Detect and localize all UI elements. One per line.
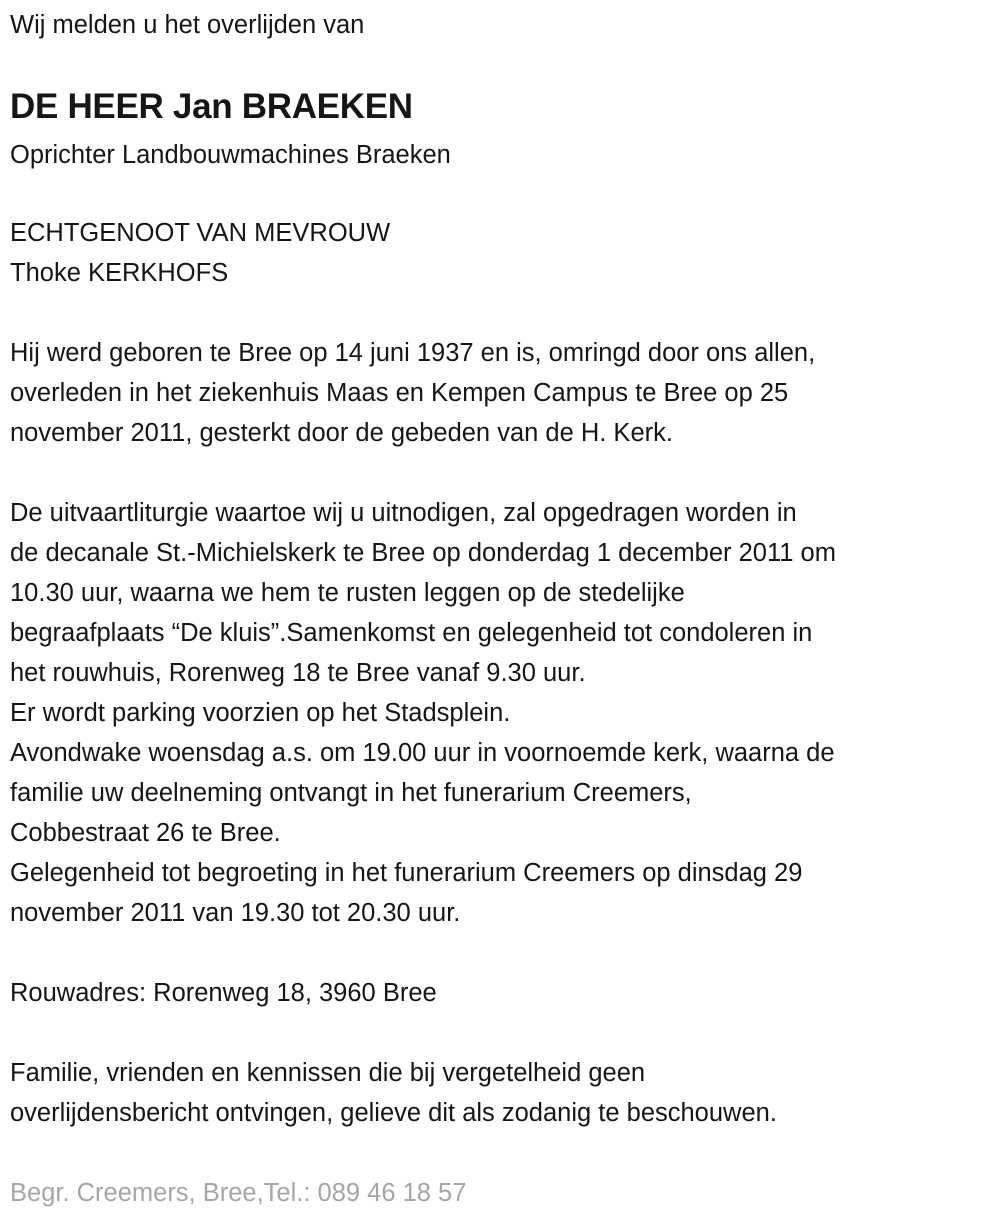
text-line: familie uw deelneming ontvangt in het funerarium Creemers, — [10, 779, 692, 807]
spouse-line: ECHTGENOOT VAN MEVROUW — [10, 219, 391, 247]
funeral-home-footer: Begr. Creemers, Bree,Tel.: 089 46 18 57 — [10, 1179, 467, 1207]
text-line: Familie, vrienden en kennissen die bij vergetelheid geen — [10, 1059, 646, 1087]
closing-paragraph — [10, 1053, 777, 1133]
text-line: Avondwake woensdag a.s. om 19.00 uur in voornoemde kerk, waarna de — [10, 739, 835, 767]
text-line: Cobbestraat 26 te Bree. — [10, 819, 281, 847]
text-line: Gelegenheid tot begroeting in het funerarium Creemers op dinsdag 29 — [10, 859, 803, 887]
text-line: 10.30 uur, waarna we hem te rusten leggen op de stedelijke — [10, 579, 685, 607]
subtitle: Oprichter Landbouwmachines Braeken — [10, 141, 451, 169]
text-line: november 2011, gesterkt door de gebeden van de H. Kerk. — [10, 419, 673, 447]
mourning-address: Rouwadres: Rorenweg 18, 3960 Bree — [10, 979, 437, 1007]
text-line: begraafplaats “De kluis”.Samenkomst en gelegenheid tot condoleren in — [10, 619, 813, 647]
birth-paragraph — [10, 333, 815, 453]
text-line: het rouwhuis, Rorenweg 18 te Bree vanaf 9.30 uur. — [10, 659, 586, 687]
spouse-name: Thoke KERKHOFS — [10, 259, 229, 287]
deceased-name: DE HEER Jan BRAEKEN — [10, 87, 413, 126]
text-line: november 2011 van 19.30 tot 20.30 uur. — [10, 899, 461, 927]
text-line: De uitvaartliturgie waartoe wij u uitnodigen, zal opgedragen worden in — [10, 499, 797, 527]
text-line: de decanale St.-Michielskerk te Bree op donderdag 1 december 2011 om — [10, 539, 836, 567]
funeral-paragraph — [10, 493, 836, 933]
text-line: Er wordt parking voorzien op het Stadsplein. — [10, 699, 511, 727]
spouse-block — [10, 213, 390, 293]
text-line: overlijdensbericht ontvingen, gelieve dit als zodanig te beschouwen. — [10, 1099, 777, 1127]
text-line: overleden in het ziekenhuis Maas en Kempen Campus te Bree op 25 — [10, 379, 789, 407]
intro-text: Wij melden u het overlijden van — [10, 11, 365, 39]
text-line: Hij werd geboren te Bree op 14 juni 1937 en is, omringd door ons allen, — [10, 339, 816, 367]
